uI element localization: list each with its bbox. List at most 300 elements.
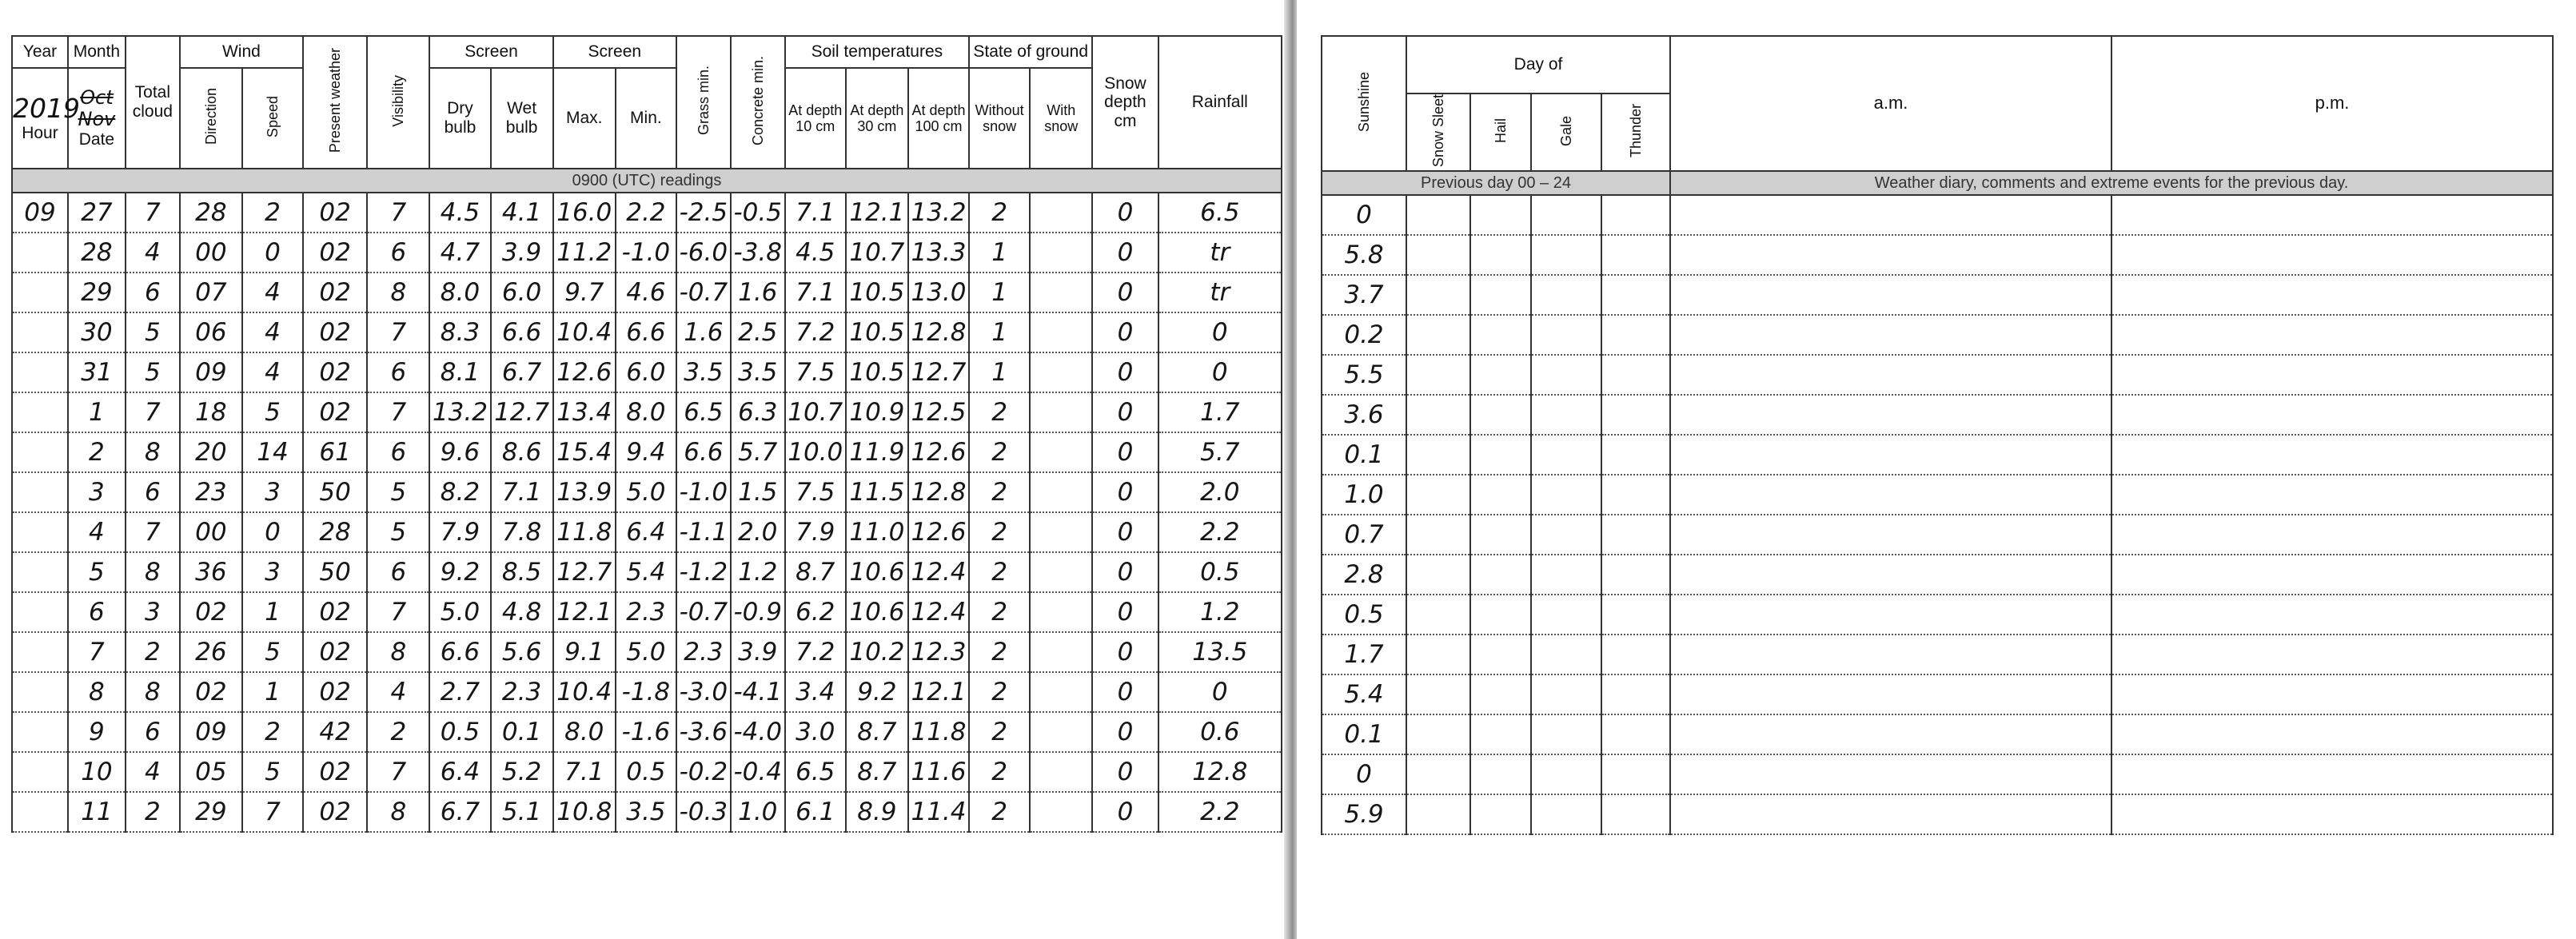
cell-withsnow (1030, 792, 1092, 832)
cell-ground: 2 (969, 512, 1030, 552)
table-row (12, 592, 1282, 632)
cell-s10: 3.0 (785, 712, 846, 752)
cell-s10: 4.5 (785, 233, 846, 273)
table-row (12, 193, 1282, 233)
cell-s10: 6.2 (785, 592, 846, 632)
cell-hour (12, 712, 68, 752)
right-page (1297, 0, 2576, 939)
cell-s10: 7.1 (785, 193, 846, 233)
diary-table (1321, 35, 2554, 835)
cell-max: 9.1 (553, 632, 616, 672)
header-direction: Direction (180, 68, 242, 169)
cell-snow-sleet (1406, 555, 1470, 595)
cell-am (1670, 435, 2111, 475)
cell-snowd: 0 (1092, 193, 1158, 233)
cell-rain: 13.5 (1158, 632, 1282, 672)
cell-pw: 02 (303, 592, 367, 632)
cell-grass: 6.5 (676, 392, 731, 432)
cell-snowd: 0 (1092, 712, 1158, 752)
cell-thunder (1601, 395, 1670, 435)
header-date: Date (78, 130, 115, 149)
cell-dir: 00 (180, 512, 242, 552)
cell-snowd: 0 (1092, 672, 1158, 712)
table-row (12, 512, 1282, 552)
cell-date: 11 (68, 792, 126, 832)
cell-speed: 14 (242, 432, 303, 472)
cell-concrete: 3.5 (731, 352, 785, 392)
cell-vis: 7 (367, 312, 429, 352)
cell-dir: 23 (180, 472, 242, 512)
table-row (12, 632, 1282, 672)
cell-wet: 8.6 (491, 432, 553, 472)
diary-row (1322, 794, 2553, 834)
cell-min: 5.0 (616, 632, 676, 672)
cell-am (1670, 475, 2111, 515)
cell-pw: 02 (303, 312, 367, 352)
cell-dir: 29 (180, 792, 242, 832)
cell-max: 12.7 (553, 552, 616, 592)
cell-snow-sleet (1406, 794, 1470, 834)
cell-hour (12, 392, 68, 432)
cell-gale (1531, 635, 1601, 674)
header-soil-temperatures: Soil temperatures (785, 36, 969, 68)
cell-dir: 02 (180, 592, 242, 632)
cell-pm (2111, 714, 2553, 754)
cell-withsnow (1030, 552, 1092, 592)
diary-row (1322, 355, 2553, 395)
cell-dir: 05 (180, 752, 242, 792)
cell-withsnow (1030, 233, 1092, 273)
cell-hail (1470, 195, 1531, 235)
cell-wet: 0.1 (491, 712, 553, 752)
header-day-of: Day of (1406, 36, 1670, 94)
cell-dir: 36 (180, 552, 242, 592)
cell-thunder (1601, 635, 1670, 674)
cell-date: 1 (68, 392, 126, 432)
cell-dir: 09 (180, 352, 242, 392)
cell-wet: 4.8 (491, 592, 553, 632)
cell-grass: -1.0 (676, 472, 731, 512)
cell-pm (2111, 315, 2553, 355)
cell-s10: 10.0 (785, 432, 846, 472)
cell-rain: tr (1158, 233, 1282, 273)
cell-ground: 2 (969, 592, 1030, 632)
cell-rain: 5.7 (1158, 432, 1282, 472)
cell-withsnow (1030, 632, 1092, 672)
cell-s100: 12.3 (908, 632, 969, 672)
cell-min: -1.0 (616, 233, 676, 273)
cell-pw: 02 (303, 392, 367, 432)
cell-cloud: 4 (126, 233, 180, 273)
cell-s100: 12.7 (908, 352, 969, 392)
cell-s30: 12.1 (846, 193, 908, 233)
cell-s100: 11.6 (908, 752, 969, 792)
cell-max: 13.9 (553, 472, 616, 512)
previous-day-banner: Previous day 00 – 24 (1322, 171, 1670, 195)
cell-grass: 2.3 (676, 632, 731, 672)
cell-dry: 4.5 (429, 193, 490, 233)
cell-hail (1470, 355, 1531, 395)
cell-speed: 3 (242, 552, 303, 592)
cell-min: -1.8 (616, 672, 676, 712)
cell-concrete: 2.5 (731, 312, 785, 352)
cell-max: 10.4 (553, 312, 616, 352)
cell-hail (1470, 515, 1531, 555)
cell-speed: 0 (242, 233, 303, 273)
cell-hour (12, 792, 68, 832)
cell-speed: 4 (242, 312, 303, 352)
cell-date: 8 (68, 672, 126, 712)
cell-vis: 5 (367, 512, 429, 552)
cell-min: 4.6 (616, 273, 676, 312)
diary-row (1322, 275, 2553, 315)
cell-speed: 0 (242, 512, 303, 552)
cell-ground: 1 (969, 273, 1030, 312)
cell-s100: 12.5 (908, 392, 969, 432)
cell-am (1670, 395, 2111, 435)
cell-concrete: -4.1 (731, 672, 785, 712)
cell-hour (12, 312, 68, 352)
header-present-weather: Present weather (303, 36, 367, 169)
cell-gale (1531, 515, 1601, 555)
cell-min: 6.0 (616, 352, 676, 392)
cell-s30: 11.5 (846, 472, 908, 512)
cell-s10: 7.5 (785, 472, 846, 512)
table-row (12, 432, 1282, 472)
cell-dir: 07 (180, 273, 242, 312)
cell-am (1670, 515, 2111, 555)
cell-gale (1531, 754, 1601, 794)
cell-cloud: 8 (126, 672, 180, 712)
header-visibility: Visibility (367, 36, 429, 169)
cell-speed: 2 (242, 193, 303, 233)
diary-row (1322, 435, 2553, 475)
cell-hail (1470, 595, 1531, 635)
cell-pm (2111, 355, 2553, 395)
table-row (12, 752, 1282, 792)
table-row (12, 312, 1282, 352)
cell-wet: 6.0 (491, 273, 553, 312)
cell-hour (12, 273, 68, 312)
cell-cloud: 5 (126, 312, 180, 352)
cell-dir: 09 (180, 712, 242, 752)
cell-grass: -0.7 (676, 592, 731, 632)
cell-s10: 3.4 (785, 672, 846, 712)
cell-snow-sleet (1406, 275, 1470, 315)
header-wet-bulb: Wet bulb (491, 68, 553, 169)
cell-wet: 4.1 (491, 193, 553, 233)
cell-min: 2.3 (616, 592, 676, 632)
cell-speed: 1 (242, 672, 303, 712)
cell-pw: 02 (303, 792, 367, 832)
diary-row (1322, 635, 2553, 674)
cell-thunder (1601, 475, 1670, 515)
cell-wet: 5.6 (491, 632, 553, 672)
header-year-hour-cell (12, 68, 80, 169)
cell-speed: 4 (242, 352, 303, 392)
cell-pw: 02 (303, 233, 367, 273)
cell-rain: 0 (1158, 312, 1282, 352)
header-dry-bulb: Dry bulb (429, 68, 490, 169)
cell-grass: -1.2 (676, 552, 731, 592)
cell-sunshine: 5.4 (1322, 674, 1406, 714)
cell-withsnow (1030, 432, 1092, 472)
cell-thunder (1601, 714, 1670, 754)
cell-rain: tr (1158, 273, 1282, 312)
cell-vis: 4 (367, 672, 429, 712)
cell-dry: 6.4 (429, 752, 490, 792)
cell-hail (1470, 714, 1531, 754)
cell-vis: 6 (367, 352, 429, 392)
cell-concrete: -0.5 (731, 193, 785, 233)
cell-s10: 6.5 (785, 752, 846, 792)
cell-snow-sleet (1406, 475, 1470, 515)
cell-wet: 5.2 (491, 752, 553, 792)
cell-grass: 6.6 (676, 432, 731, 472)
cell-rain: 2.2 (1158, 792, 1282, 832)
cell-hail (1470, 275, 1531, 315)
cell-hail (1470, 794, 1531, 834)
cell-sunshine: 3.7 (1322, 275, 1406, 315)
cell-concrete: 1.6 (731, 273, 785, 312)
diary-row (1322, 515, 2553, 555)
cell-concrete: 5.7 (731, 432, 785, 472)
cell-am (1670, 754, 2111, 794)
cell-grass: -0.3 (676, 792, 731, 832)
cell-sunshine: 1.7 (1322, 635, 1406, 674)
header-grass-min: Grass min. (676, 36, 731, 169)
cell-rain: 6.5 (1158, 193, 1282, 233)
cell-cloud: 6 (126, 472, 180, 512)
cell-dry: 6.7 (429, 792, 490, 832)
cell-vis: 8 (367, 632, 429, 672)
cell-s30: 11.9 (846, 432, 908, 472)
cell-grass: -0.7 (676, 273, 731, 312)
diary-body (1322, 195, 2553, 834)
diary-row (1322, 595, 2553, 635)
cell-s10: 7.2 (785, 632, 846, 672)
header-soil-10: At depth 10 cm (785, 68, 846, 169)
cell-s100: 12.6 (908, 512, 969, 552)
cell-s30: 10.6 (846, 552, 908, 592)
cell-dir: 28 (180, 193, 242, 233)
cell-hail (1470, 315, 1531, 355)
cell-dir: 00 (180, 233, 242, 273)
cell-dry: 5.0 (429, 592, 490, 632)
cell-hail (1470, 395, 1531, 435)
cell-snow-sleet (1406, 235, 1470, 275)
cell-snowd: 0 (1092, 233, 1158, 273)
cell-cloud: 4 (126, 752, 180, 792)
cell-ground: 2 (969, 752, 1030, 792)
month-struck: Oct (80, 86, 114, 109)
cell-cloud: 8 (126, 552, 180, 592)
cell-thunder (1601, 794, 1670, 834)
cell-rain: 0 (1158, 672, 1282, 712)
cell-max: 16.0 (553, 193, 616, 233)
header-speed: Speed (242, 68, 303, 169)
cell-vis: 6 (367, 432, 429, 472)
cell-cloud: 7 (126, 392, 180, 432)
cell-pw: 61 (303, 432, 367, 472)
header-screen-bulbs: Screen (429, 36, 552, 68)
cell-thunder (1601, 235, 1670, 275)
diary-row (1322, 555, 2553, 595)
cell-hour (12, 432, 68, 472)
cell-sunshine: 0.1 (1322, 714, 1406, 754)
cell-snowd: 0 (1092, 273, 1158, 312)
cell-min: 9.4 (616, 432, 676, 472)
table-row (12, 792, 1282, 832)
cell-min: 5.0 (616, 472, 676, 512)
cell-pm (2111, 475, 2553, 515)
cell-snowd: 0 (1092, 592, 1158, 632)
cell-concrete: 1.5 (731, 472, 785, 512)
cell-snow-sleet (1406, 395, 1470, 435)
cell-speed: 5 (242, 632, 303, 672)
cell-s10: 7.2 (785, 312, 846, 352)
header-min: Min. (616, 68, 676, 169)
cell-max: 10.8 (553, 792, 616, 832)
cell-ground: 2 (969, 552, 1030, 592)
cell-date: 9 (68, 712, 126, 752)
header-year: Year (12, 36, 68, 68)
cell-gale (1531, 195, 1601, 235)
cell-pw: 02 (303, 752, 367, 792)
cell-wet: 12.7 (491, 392, 553, 432)
cell-dry: 2.7 (429, 672, 490, 712)
cell-hour (12, 233, 68, 273)
cell-gale (1531, 315, 1601, 355)
cell-withsnow (1030, 352, 1092, 392)
header-snow-sleet: Snow Sleet (1406, 94, 1470, 171)
cell-s100: 12.4 (908, 552, 969, 592)
cell-min: 2.2 (616, 193, 676, 233)
cell-hail (1470, 435, 1531, 475)
cell-sunshine: 5.5 (1322, 355, 1406, 395)
diary-row (1322, 475, 2553, 515)
cell-withsnow (1030, 392, 1092, 432)
cell-withsnow (1030, 273, 1092, 312)
cell-sunshine: 3.6 (1322, 395, 1406, 435)
cell-cloud: 7 (126, 512, 180, 552)
cell-pw: 02 (303, 632, 367, 672)
cell-sunshine: 0.7 (1322, 515, 1406, 555)
header-concrete-min: Concrete min. (731, 36, 785, 169)
header-screen-maxmin: Screen (553, 36, 676, 68)
cell-dry: 9.6 (429, 432, 490, 472)
cell-gale (1531, 714, 1601, 754)
cell-am (1670, 235, 2111, 275)
cell-gale (1531, 794, 1601, 834)
cell-s10: 7.9 (785, 512, 846, 552)
diary-row (1322, 195, 2553, 235)
cell-ground: 1 (969, 352, 1030, 392)
table-row (12, 552, 1282, 592)
cell-hail (1470, 674, 1531, 714)
cell-am (1670, 555, 2111, 595)
cell-dry: 8.3 (429, 312, 490, 352)
cell-snowd: 0 (1092, 632, 1158, 672)
cell-concrete: 1.0 (731, 792, 785, 832)
cell-rain: 1.2 (1158, 592, 1282, 632)
cell-hail (1470, 475, 1531, 515)
cell-snow-sleet (1406, 714, 1470, 754)
cell-dry: 8.2 (429, 472, 490, 512)
cell-date: 5 (68, 552, 126, 592)
header-total-cloud: Total cloud (126, 36, 180, 169)
cell-am (1670, 595, 2111, 635)
cell-concrete: 3.9 (731, 632, 785, 672)
cell-withsnow (1030, 312, 1092, 352)
cell-s100: 11.8 (908, 712, 969, 752)
header-am: a.m. (1670, 36, 2111, 171)
cell-speed: 2 (242, 712, 303, 752)
cell-cloud: 2 (126, 792, 180, 832)
cell-s100: 13.0 (908, 273, 969, 312)
cell-s30: 10.9 (846, 392, 908, 432)
cell-hour (12, 672, 68, 712)
cell-snowd: 0 (1092, 352, 1158, 392)
cell-pm (2111, 395, 2553, 435)
table-row (12, 472, 1282, 512)
table-row (12, 672, 1282, 712)
cell-dry: 13.2 (429, 392, 490, 432)
diary-banner: Weather diary, comments and extreme events for the previous day. (1670, 171, 2553, 195)
cell-wet: 2.3 (491, 672, 553, 712)
cell-gale (1531, 275, 1601, 315)
cell-ground: 1 (969, 312, 1030, 352)
cell-pm (2111, 555, 2553, 595)
cell-speed: 7 (242, 792, 303, 832)
cell-withsnow (1030, 472, 1092, 512)
cell-s30: 11.0 (846, 512, 908, 552)
cell-snowd: 0 (1092, 512, 1158, 552)
cell-max: 15.4 (553, 432, 616, 472)
cell-snow-sleet (1406, 754, 1470, 794)
cell-sunshine: 2.8 (1322, 555, 1406, 595)
cell-speed: 5 (242, 752, 303, 792)
cell-am (1670, 714, 2111, 754)
cell-cloud: 2 (126, 632, 180, 672)
cell-snowd: 0 (1092, 392, 1158, 432)
cell-thunder (1601, 555, 1670, 595)
cell-cloud: 5 (126, 352, 180, 392)
cell-s100: 12.4 (908, 592, 969, 632)
cell-gale (1531, 555, 1601, 595)
cell-thunder (1601, 435, 1670, 475)
readings-table (11, 35, 1282, 833)
cell-pw: 02 (303, 672, 367, 712)
cell-cloud: 8 (126, 432, 180, 472)
cell-speed: 1 (242, 592, 303, 632)
cell-thunder (1601, 315, 1670, 355)
cell-hail (1470, 555, 1531, 595)
cell-wet: 6.6 (491, 312, 553, 352)
cell-rain: 1.7 (1158, 392, 1282, 432)
cell-thunder (1601, 355, 1670, 395)
cell-pw: 02 (303, 273, 367, 312)
cell-grass: -0.2 (676, 752, 731, 792)
header-pm: p.m. (2111, 36, 2553, 171)
header-hour: Hour (22, 123, 58, 142)
cell-wet: 3.9 (491, 233, 553, 273)
cell-max: 7.1 (553, 752, 616, 792)
cell-date: 29 (68, 273, 126, 312)
cell-date: 6 (68, 592, 126, 632)
cell-vis: 8 (367, 273, 429, 312)
cell-pm (2111, 275, 2553, 315)
